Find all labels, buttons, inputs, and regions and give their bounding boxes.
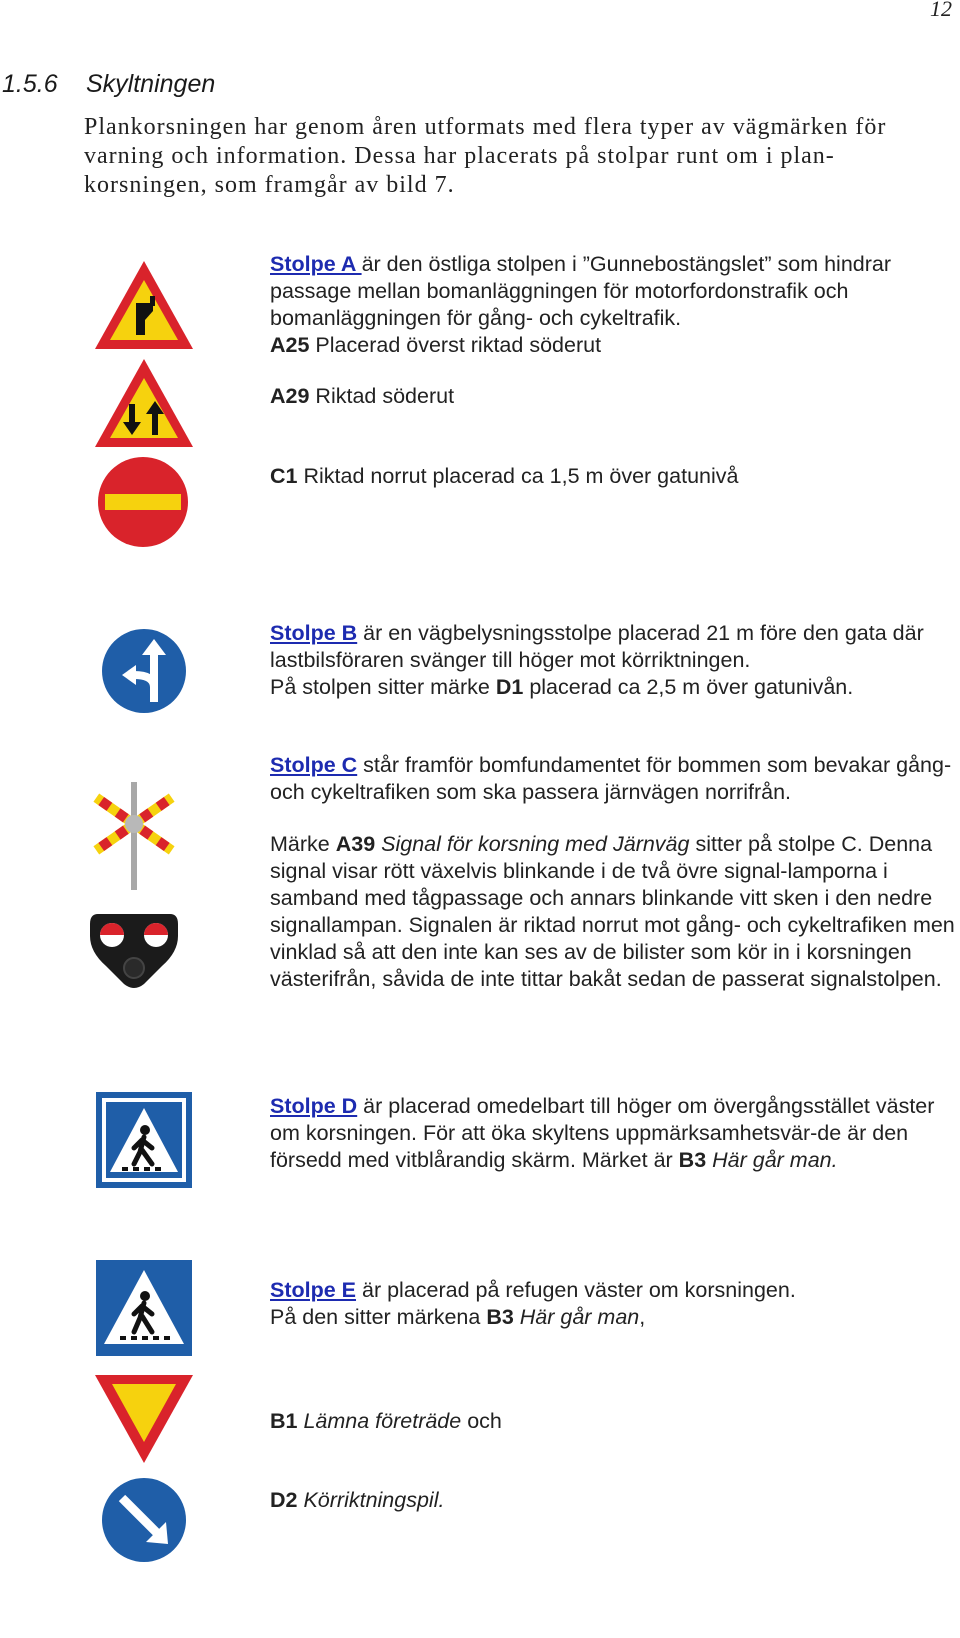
stolpe-d-section <box>270 1093 960 1174</box>
intro-paragraph: Plankorsningen har genom åren utformats med flera typer av vägmärken för varning och information. Dessa har placerats på stolpar runt om i plan-korsningen, som framgår av bild 7. <box>84 114 887 198</box>
d1-code: D1 <box>495 675 524 699</box>
page-number: 12 <box>930 0 952 21</box>
stolpe-c-text: står framför bomfundamentet för bommen som bevakar gång- och cykeltrafiken som ska passera järnvägen norrifrån. <box>270 753 952 804</box>
d2-direction-arrow-sign-icon <box>98 1474 190 1566</box>
stolpe-a-text: är den östliga stolpen i ”Gunnebostängslet” som hindrar passage mellan bomanläggningen för motorfordonstrafik och bomanläggningen för gång- och cykeltrafik. <box>270 252 892 330</box>
section-heading <box>2 70 215 99</box>
a29-line <box>270 383 960 410</box>
a29-warning-sign-icon <box>92 356 196 450</box>
b1-post: och <box>461 1409 502 1433</box>
stolpe-a-link[interactable]: Stolpe A <box>270 252 362 276</box>
a39-marke-post: sitter på stolpe C. Denna signal visar rött växelvis blinkande i de två övre signal-lamporna i samband med tågpassage och annars blinkande vitt sken i den nedre signallampan. Signalen är riktad norrut mot gång- och cykeltrafiken men vinklad så att den inte kan ses av de bilister som kör in i korsningen västerifrån, såvida de inte tittar bakåt sedan de passerat signalstolpen. <box>270 832 955 991</box>
stolpe-c-link[interactable]: Stolpe C <box>270 753 358 777</box>
a29-code: A29 <box>270 384 310 408</box>
c1-text: Riktad norrut placerad ca 1,5 m över gatunivå <box>297 464 739 488</box>
b3-pedestrian-crossing-sign-icon <box>96 1092 192 1188</box>
a29-text: Riktad söderut <box>309 384 455 408</box>
a39-sign-name: Signal för korsning med Järnväg <box>375 832 690 856</box>
stolpe-b-link[interactable]: Stolpe B <box>270 621 358 645</box>
a39-marke-pre: Märke <box>270 832 336 856</box>
stolpe-c-section <box>270 752 960 806</box>
d2-line <box>270 1487 960 1514</box>
stolpe-e-link[interactable]: Stolpe E <box>270 1278 357 1302</box>
a25-text: Placerad överst riktad söderut <box>309 333 602 357</box>
stolpe-b-line2-pre: På stolpen sitter märke <box>270 675 496 699</box>
stolpe-e-text: är placerad på refugen väster om korsningen. <box>356 1278 796 1302</box>
d2-code: D2 <box>270 1488 298 1512</box>
c1-no-entry-sign-icon <box>97 456 189 548</box>
a25-warning-sign-icon <box>92 258 196 352</box>
b1-give-way-sign-icon <box>92 1372 196 1466</box>
a39-crossbuck-sign-icon <box>88 782 180 890</box>
section-title: Skyltningen <box>86 70 216 98</box>
a39-description <box>270 831 960 993</box>
b1-line <box>270 1408 960 1435</box>
b3-pedestrian-crossing-sign-icon <box>96 1260 192 1356</box>
a39-signal-lights-icon <box>88 908 180 992</box>
c1-line <box>270 463 960 490</box>
b1-code: B1 <box>270 1409 298 1433</box>
b3-sign-name: Här går man <box>513 1305 640 1329</box>
c1-code: C1 <box>270 464 298 488</box>
d2-sign-name: Körriktningspil. <box>297 1488 445 1512</box>
a25-code: A25 <box>270 333 310 357</box>
stolpe-e-section <box>270 1277 960 1331</box>
stolpe-b-line2-post: placerad ca 2,5 m över gatunivån. <box>523 675 854 699</box>
d1-mandatory-direction-sign-icon <box>98 625 190 717</box>
stolpe-e-line2-pre: På den sitter märkena <box>270 1305 487 1329</box>
stolpe-a-section <box>270 251 960 359</box>
a39-code: A39 <box>335 832 376 856</box>
stolpe-d-link[interactable]: Stolpe D <box>270 1094 358 1118</box>
b1-sign-name: Lämna företräde <box>297 1409 462 1433</box>
b3-code: B3 <box>486 1305 514 1329</box>
section-number: 1.5.6 <box>2 70 58 98</box>
b3-code: B3 <box>678 1148 707 1172</box>
stolpe-e-line2-post: , <box>639 1305 646 1329</box>
b3-sign-name: Här går man. <box>706 1148 838 1172</box>
stolpe-b-section <box>270 620 960 701</box>
stolpe-d-text: är placerad omedelbart till höger om övergångsstället väster om korsningen. För att öka skyltens uppmärksamhetsvär-de är den försedd med vitblårandig skärm. Märket är <box>270 1094 935 1172</box>
stolpe-b-text: är en vägbelysningsstolpe placerad 21 m före den gata där lastbilsföraren svänger till höger mot körriktningen. <box>270 621 924 672</box>
